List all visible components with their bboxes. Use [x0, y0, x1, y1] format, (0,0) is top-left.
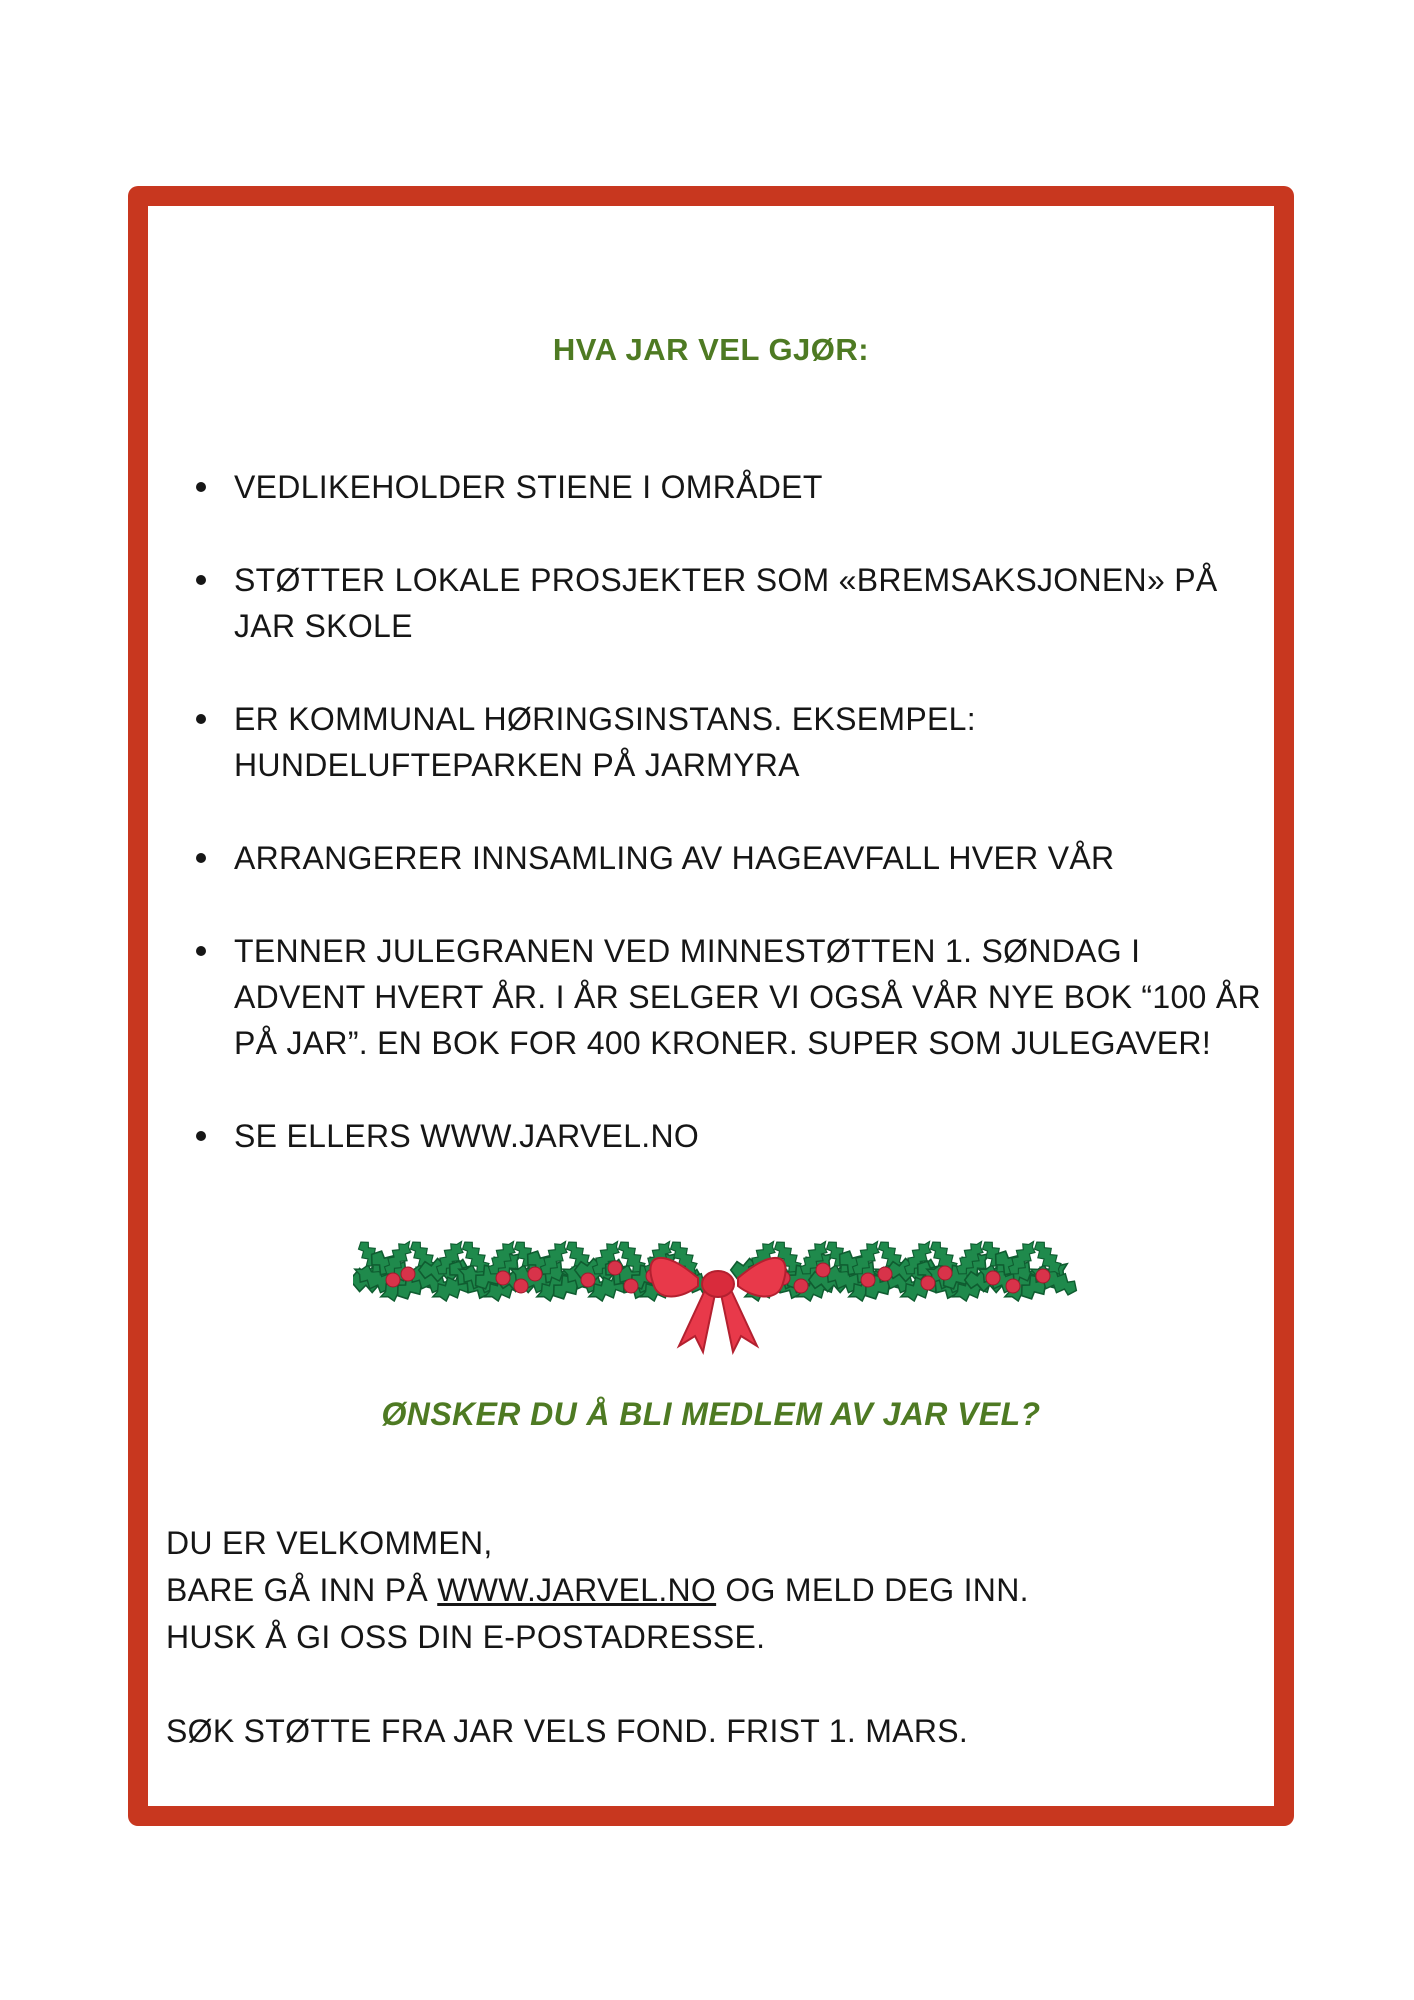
list-item: [192, 928, 1272, 1066]
bullet-dot-icon: [196, 1131, 206, 1141]
welcome-line: HUSK Å GI OSS DIN E-POSTADRESSE.: [166, 1619, 766, 1655]
activity-list: [192, 464, 1272, 1206]
list-item-text: STØTTER LOKALE PROSJEKTER SOM «BREMSAKSJONEN» PÅ JAR SKOLE: [234, 562, 1218, 644]
red-bow-icon: [650, 1258, 785, 1352]
list-item: [192, 464, 1272, 510]
list-item: [192, 557, 1272, 649]
welcome-text-after-link: OG MELD DEG INN.: [716, 1572, 1029, 1608]
bullet-dot-icon: [196, 575, 206, 585]
list-item-text: ARRANGERER INNSAMLING AV HAGEAVFALL HVER VÅR: [234, 840, 1115, 876]
welcome-line: [166, 1567, 1266, 1614]
holly-garland-icon: [353, 1228, 1083, 1363]
bullet-dot-icon: [196, 853, 206, 863]
welcome-line: DU ER VELKOMMEN,: [166, 1525, 493, 1561]
fund-notice: SØK STØTTE FRA JAR VELS FOND. FRIST 1. MARS.: [166, 1713, 969, 1749]
list-item-text: ER KOMMUNAL HØRINGSINSTANS. EKSEMPEL: HUNDELUFTEPARKEN PÅ JARMYRA: [234, 701, 976, 783]
website-link[interactable]: WWW.JARVEL.NO: [437, 1572, 717, 1608]
page-frame: [128, 186, 1294, 1826]
list-item-text: SE ELLERS WWW.JARVEL.NO: [234, 1118, 700, 1154]
bullet-dot-icon: [196, 714, 206, 724]
list-item-text: VEDLIKEHOLDER STIENE I OMRÅDET: [234, 469, 823, 505]
bullet-dot-icon: [196, 946, 206, 956]
welcome-text-before-link: BARE GÅ INN PÅ: [166, 1572, 438, 1608]
list-item: [192, 696, 1272, 788]
list-item: [192, 1113, 1272, 1159]
list-item: [192, 835, 1272, 881]
section-heading: HVA JAR VEL GJØR:: [552, 332, 870, 367]
membership-question: ØNSKER DU Å BLI MEDLEM AV JAR VEL?: [381, 1396, 1041, 1432]
list-item-text: TENNER JULEGRANEN VED MINNESTØTTEN 1. SØNDAG I ADVENT HVERT ÅR. I ÅR SELGER VI OGSÅ VÅR NYE BOK “100 ÅR PÅ JAR”. EN BOK FOR 400 KRONER. SUPER SOM JULEGAVER!: [234, 933, 1261, 1061]
welcome-text: [166, 1520, 1266, 1661]
bullet-dot-icon: [196, 482, 206, 492]
